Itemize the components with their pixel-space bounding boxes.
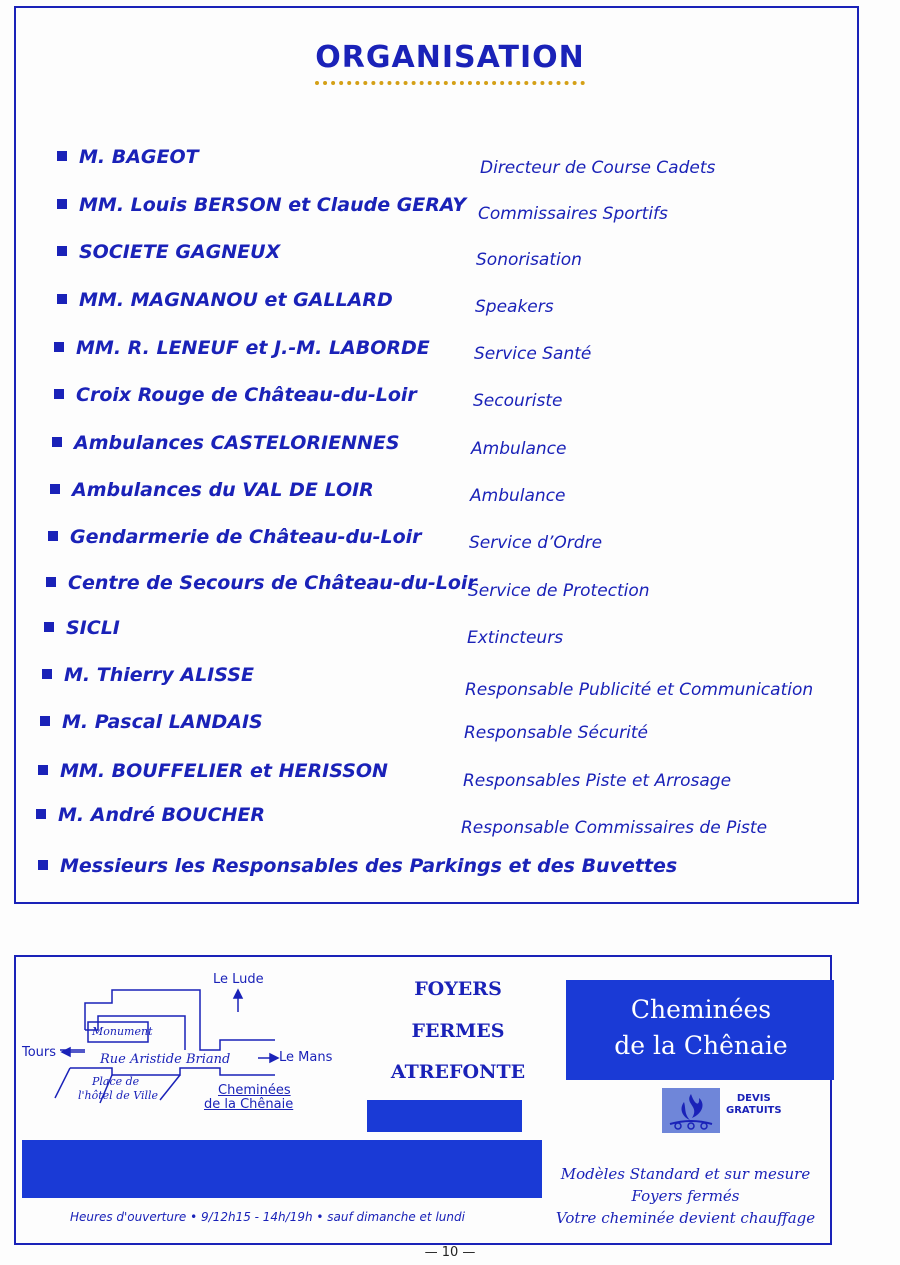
org-name-7 (52, 432, 400, 454)
org-name-1 (57, 146, 199, 168)
org-footer (38, 855, 677, 877)
page-number: — 10 — (424, 1245, 476, 1260)
org-role-8: Ambulance (470, 486, 566, 506)
org-name-text: MM. BOUFFELIER et HERISSON (60, 760, 388, 782)
org-name-11 (44, 617, 120, 639)
org-name-10 (46, 572, 477, 594)
org-role-14: Responsables Piste et Arrosage (463, 771, 732, 791)
bullet-square (50, 484, 60, 494)
org-name-text: MM. R. LENEUF et J.-M. LABORDE (76, 337, 430, 359)
bullet-square (57, 151, 67, 161)
org-name-13 (40, 711, 263, 733)
org-name-4 (57, 289, 393, 311)
org-role-11: Extincteurs (467, 628, 564, 648)
org-name-text: Gendarmerie de Château-du-Loir (70, 526, 422, 548)
org-name-5 (54, 337, 430, 359)
opening-hours: Heures d'ouverture • 9/12h15 - 14h/19h • sauf dimanche et lundi (70, 1210, 465, 1224)
org-name-9 (48, 526, 422, 548)
bullet-square (52, 437, 62, 447)
slogan-3: Votre cheminée devient chauffage (555, 1209, 816, 1227)
org-role-6: Secouriste (473, 391, 563, 411)
org-role-9: Service d’Ordre (469, 533, 603, 553)
org-name-text: Ambulances CASTELORIENNES (74, 432, 400, 454)
bullet-square (40, 716, 50, 726)
bullet-square (54, 389, 64, 399)
slogan-1: Modèles Standard et sur mesure (560, 1165, 811, 1183)
bullet-square (46, 577, 56, 587)
org-name-text: M. Thierry ALISSE (64, 664, 254, 686)
brand-title-line-1: Cheminées (630, 995, 772, 1024)
org-role-13: Responsable Sécurité (464, 723, 648, 743)
org-name-text: MM. MAGNANOU et GALLARD (79, 289, 393, 311)
org-name-text: M. Pascal LANDAIS (62, 711, 263, 733)
org-name-8 (50, 479, 374, 501)
flame-logo (662, 1088, 720, 1133)
bullet-square (57, 294, 67, 304)
org-name-text: M. BAGEOT (79, 146, 199, 168)
org-name-text: SOCIETE GAGNEUX (79, 241, 281, 263)
org-name-15 (36, 804, 265, 826)
org-name-12 (42, 664, 254, 686)
devis-badge (726, 1093, 782, 1117)
organisation-title-text: ORGANISATION (315, 40, 584, 85)
map-label-street: Rue Aristide Briand (100, 1052, 231, 1067)
org-role-3: Sonorisation (476, 250, 582, 270)
bullet-square (44, 622, 54, 632)
product-atrefonte: ATREFONTE (390, 1061, 526, 1083)
bullet-square (57, 199, 67, 209)
map-label-shop-1: Cheminées (218, 1083, 291, 1098)
map-label-north: Le Lude (213, 972, 264, 987)
org-role-1: Directeur de Course Cadets (480, 158, 716, 178)
bullet-square (38, 860, 48, 870)
bullet-square (54, 342, 64, 352)
org-role-5: Service Santé (474, 344, 592, 364)
org-name-3 (57, 241, 280, 263)
product-foyers: FOYERS (414, 978, 502, 1000)
org-role-10: Service de Protection (468, 581, 650, 601)
bullet-square (48, 531, 58, 541)
map-label-monument: Monument (92, 1025, 153, 1038)
brand-title-line-2: de la Chênaie (614, 1031, 788, 1060)
slogan-2: Foyers fermés (631, 1187, 740, 1205)
map-label-shop-2: de la Chênaie (204, 1097, 294, 1112)
bullet-square (38, 765, 48, 775)
org-role-12: Responsable Publicité et Communication (465, 680, 814, 700)
org-name-text: M. André BOUCHER (58, 804, 265, 826)
org-name-text: MM. Louis BERSON et Claude GERAY (79, 194, 467, 216)
bullet-square (42, 669, 52, 679)
org-name-6 (54, 384, 417, 406)
devis-line-2: GRATUITS (726, 1105, 782, 1116)
devis-line-1: DEVIS (736, 1093, 771, 1104)
map-label-place-2: l'hôtel de Ville (78, 1089, 159, 1102)
redaction-block-small (367, 1100, 522, 1132)
org-name-2 (57, 194, 466, 216)
org-footer-text: Messieurs les Responsables des Parkings et des Buvettes (60, 855, 678, 877)
redaction-block-wide (22, 1140, 542, 1198)
org-name-text: Croix Rouge de Château-du-Loir (76, 384, 417, 406)
org-role-15: Responsable Commissaires de Piste (461, 818, 768, 838)
org-name-text: Ambulances du VAL DE LOIR (72, 479, 374, 501)
org-name-text: SICLI (66, 617, 120, 639)
org-name-text: Centre de Secours de Château-du-Loir (68, 572, 477, 594)
org-role-7: Ambulance (471, 439, 567, 459)
bullet-square (57, 246, 67, 256)
org-role-2: Commissaires Sportifs (478, 204, 668, 224)
organisation-title (0, 40, 900, 85)
flame-icon (662, 1088, 720, 1133)
map-label-west: Tours (22, 1045, 57, 1060)
product-fermes: FERMES (411, 1020, 505, 1042)
bullet-square (36, 809, 46, 819)
org-name-14 (38, 760, 388, 782)
map-label-place-1: Place de (92, 1075, 140, 1088)
org-role-4: Speakers (475, 297, 554, 317)
brand-title (570, 992, 832, 1064)
map-label-east: Le Mans (279, 1050, 333, 1065)
